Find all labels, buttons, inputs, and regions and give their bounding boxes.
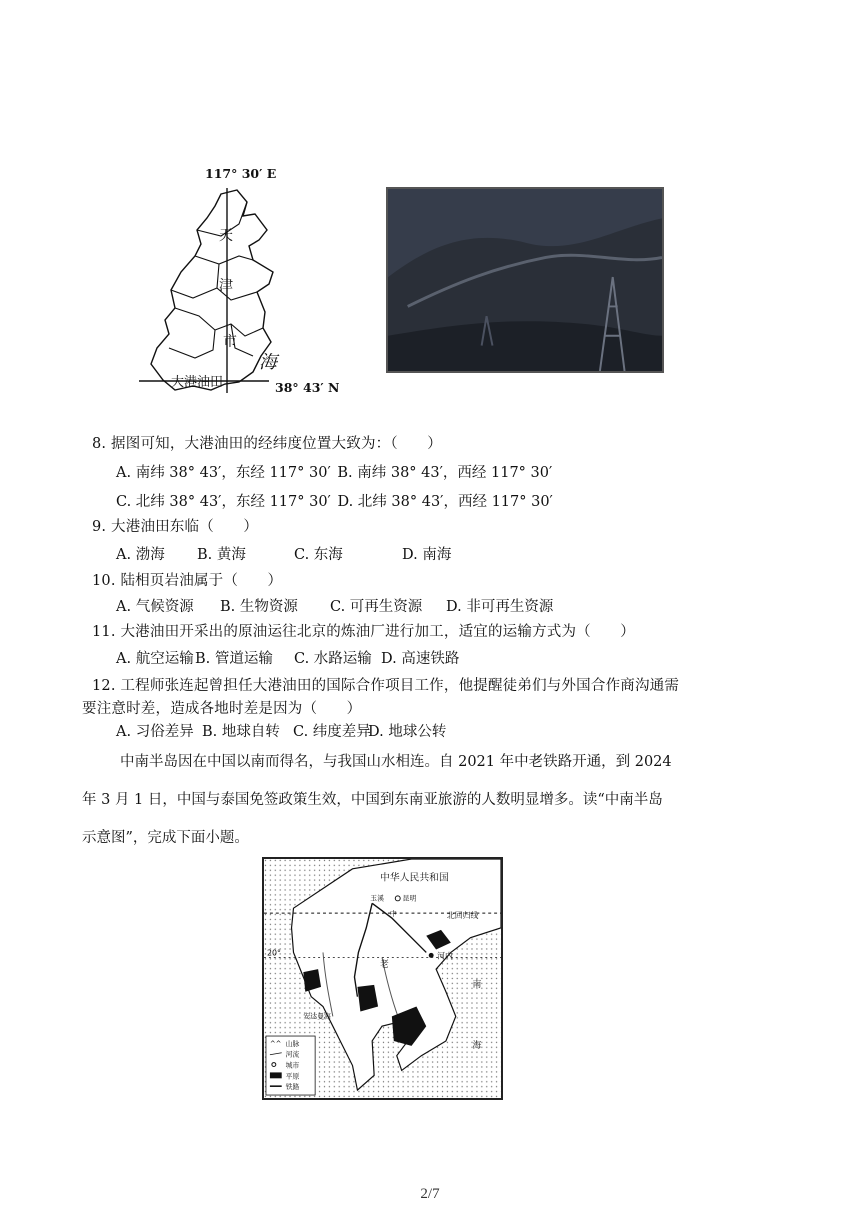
map2-hai: 海 <box>472 1040 482 1051</box>
q12-option-d: D. 地球公转 <box>368 724 447 740</box>
q12-option-a: A. 习俗差异 <box>116 724 194 740</box>
map2-zhong: 中 <box>389 910 397 919</box>
q12-option-c: C. 纬度差异 <box>293 724 371 740</box>
question-11-stem: 11. 大港油田开采出的原油运往北京的炼油厂进行加工，适宜的运输方式为（ ） <box>92 624 635 640</box>
longitude-label: 117° 30′ E <box>205 166 277 181</box>
passage <box>82 743 782 857</box>
map-char-tian: 天 <box>219 228 233 244</box>
q9-option-a: A. 渤海 <box>116 547 165 563</box>
page-number: 2/7 <box>420 1186 440 1202</box>
question-10-stem: 10. 陆相页岩油属于（ ） <box>92 573 283 589</box>
q8-option-a-b-line1 <box>116 461 552 482</box>
question-12-stem-line1: 12. 工程师张连起曾担任大港油田的国际合作项目工作，他提醒徒弟们与外国合作商沟通需 <box>92 678 680 694</box>
passage-line-2: 年 3 月 1 日，中国与泰国免签政策生效，中国到东南亚旅游的人数明显增多。读“中南半岛 <box>82 792 663 808</box>
map2-hanoi: 河内 <box>437 951 453 961</box>
question-8-stem: 8. 据图可知，大港油田的经纬度位置大致为：（ ） <box>92 436 442 452</box>
map2-tropic: 北回归线 <box>446 911 479 921</box>
map-char-shi: 市 <box>223 334 237 350</box>
tianjin-map <box>135 160 365 410</box>
passage-line-3: 示意图”，完成下面小题。 <box>82 830 249 846</box>
map-char-jin: 津 <box>219 278 233 294</box>
sea-label: 海 <box>259 352 277 373</box>
legend-railway: 铁路 <box>285 1083 300 1092</box>
legend-plain: 平原 <box>285 1072 300 1081</box>
map2-yuxi: 玉溪 <box>370 894 384 903</box>
q11-option-c: C. 水路运输 <box>294 651 372 667</box>
q11-option-a: A. 航空运输 <box>116 651 194 667</box>
q10-option-b: B. 生物资源 <box>220 599 298 615</box>
map2-lao: 老 <box>380 960 389 971</box>
q8-option-c-d-line <box>116 490 553 511</box>
latitude-label: 38° 43′ N <box>275 380 340 395</box>
indochina-map <box>262 857 503 1100</box>
question-12-stem-line2: 要注意时差，造成各地时差是因为（ ） <box>82 701 362 717</box>
legend-river: 河流 <box>285 1050 300 1059</box>
legend-mountain: 山脉 <box>285 1039 300 1048</box>
map2-nan: 南 <box>472 979 482 990</box>
oilfield-photo <box>386 187 664 373</box>
q9-option-c: C. 东海 <box>294 547 343 563</box>
q10-option-a: A. 气候资源 <box>116 599 194 615</box>
map2-country-label: 中华人民共和国 <box>380 872 449 884</box>
q9-option-d: D. 南海 <box>402 547 452 563</box>
passage-line-1: 中南半岛因在中国以南而得名，与我国山水相连。自 2021 年中老铁路开通，到 2024 <box>120 754 672 770</box>
q11-option-d: D. 高速铁路 <box>381 651 460 667</box>
map2-andaman: 安达曼海 <box>303 1012 331 1021</box>
svg-text:^^: ^^ <box>269 1039 282 1048</box>
q8-option-a: A. 南纬 38° 43′，东经 117° 30′ <box>116 465 331 481</box>
q8-option-b: B. 南纬 38° 43′，西经 117° 30′ <box>337 465 553 481</box>
question-9-stem: 9. 大港油田东临（ ） <box>92 519 259 535</box>
q9-option-b: B. 黄海 <box>197 547 246 563</box>
q8-option-c: C. 北纬 38° 43′，东经 117° 30′ <box>116 494 331 510</box>
legend-city: 城市 <box>285 1061 300 1070</box>
map2-lat20: 20° <box>266 948 281 958</box>
q10-option-c: C. 可再生资源 <box>330 599 423 615</box>
q10-option-d: D. 非可再生资源 <box>446 599 554 615</box>
map2-kunming: 昆明 <box>402 894 417 903</box>
q12-option-b: B. 地球自转 <box>202 724 280 740</box>
oilfield-label: 大港油田 <box>171 375 224 390</box>
q8-option-d: D. 北纬 38° 43′，西经 117° 30′ <box>337 494 553 510</box>
q11-option-b: B. 管道运输 <box>195 651 273 667</box>
